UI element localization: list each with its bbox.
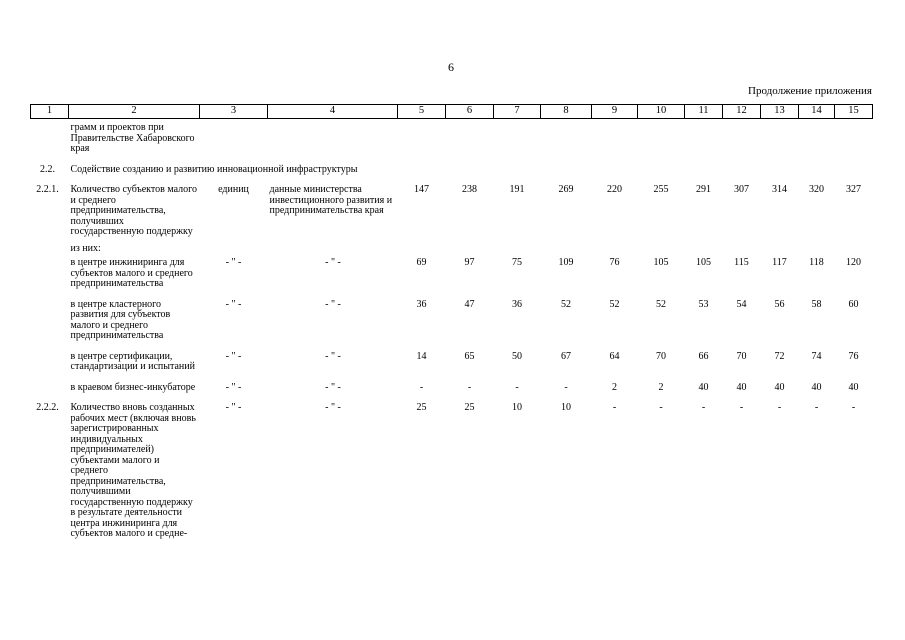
value-cell: 109	[558, 257, 574, 268]
value-cell: -	[701, 402, 706, 413]
column-header: 2	[69, 105, 200, 119]
value-cell: 120	[846, 257, 861, 268]
value-cell	[835, 119, 873, 161]
value-cell	[638, 119, 685, 161]
value-cell: 52	[561, 298, 571, 310]
value-cell: 67	[561, 350, 571, 362]
value-cell	[761, 119, 799, 161]
table-row	[31, 254, 873, 296]
value-cell: 269	[558, 184, 574, 195]
column-header: 5	[398, 105, 446, 119]
table-row	[31, 244, 873, 255]
value-cell	[398, 119, 446, 161]
row-code	[31, 119, 69, 161]
value-cell: 60	[848, 298, 859, 310]
continuation-label: Продолжение приложения	[748, 85, 872, 97]
column-header: 1	[31, 105, 69, 119]
value-cell: 291	[696, 184, 711, 195]
value-cell: 53	[698, 298, 709, 310]
unit-cell: - " -	[225, 381, 242, 393]
subheading: из них:	[70, 242, 101, 254]
column-header: 8	[541, 105, 592, 119]
value-cell: 320	[809, 184, 824, 195]
row-code: 2.2.1.	[36, 184, 59, 195]
value-cell: -	[814, 402, 819, 413]
value-cell	[685, 119, 723, 161]
row-code	[31, 348, 69, 379]
value-cell: 70	[656, 350, 666, 362]
row-code: 2.2.	[40, 163, 55, 175]
value-cell: -	[739, 402, 744, 413]
column-header: 7	[494, 105, 541, 119]
table-body	[31, 119, 873, 546]
value-cell: 220	[607, 184, 622, 195]
value-cell: 117	[772, 257, 787, 268]
column-header: 13	[761, 105, 799, 119]
indicator-table	[30, 104, 873, 546]
indicator-name: в краевом бизнес-инкубаторе	[70, 381, 196, 393]
value-cell	[723, 119, 761, 161]
column-header: 6	[446, 105, 494, 119]
value-cell: 314	[772, 184, 787, 195]
value-cell: 52	[609, 298, 620, 310]
unit-cell: - " -	[225, 298, 242, 310]
indicator-name: Количество субъектов малого и среднего предпринимательства, получивших государственную поддержку	[70, 184, 197, 237]
row-code	[31, 254, 69, 296]
value-cell: 69	[416, 257, 427, 268]
value-cell: -	[851, 402, 856, 413]
column-header: 11	[685, 105, 723, 119]
value-cell: 64	[609, 350, 620, 362]
indicator-name: в центре инжиниринга для субъектов малого и среднего предпринимательства	[70, 257, 193, 289]
value-cell: 66	[698, 350, 709, 362]
value-cell: 50	[512, 350, 522, 362]
unit-cell: - " -	[225, 402, 242, 413]
value-cell: -	[467, 381, 472, 393]
value-cell: 76	[609, 257, 620, 268]
value-cell: 105	[696, 257, 711, 268]
value-cell: 52	[656, 298, 666, 310]
value-cell: 40	[736, 381, 747, 393]
value-cell	[799, 119, 835, 161]
indicator-name: Количество вновь созданных рабочих мест (включая вновь зарегистрированных индивидуальных предпринимателей) субъектами малого и среднего предпринимательства, получившими государственную поддержку в результате деятельности центра инжиниринга для субъектов малого и средне-	[70, 402, 196, 539]
source-cell: - " -	[325, 298, 341, 310]
value-cell	[494, 119, 541, 161]
value-cell: -	[612, 402, 617, 413]
table-row	[31, 399, 873, 546]
source-cell	[268, 119, 398, 161]
unit-cell	[200, 119, 268, 161]
column-header: 9	[592, 105, 638, 119]
value-cell: 70	[736, 350, 747, 362]
row-code	[31, 296, 69, 348]
source-cell: - " -	[325, 402, 341, 413]
value-cell: -	[564, 381, 568, 393]
value-cell: -	[419, 381, 424, 393]
value-cell: 40	[811, 381, 822, 393]
value-cell: 25	[416, 402, 427, 413]
value-cell: 191	[509, 184, 525, 195]
value-cell: 76	[848, 350, 859, 362]
value-cell: 54	[736, 298, 747, 310]
value-cell: 47	[464, 298, 475, 310]
column-header: 14	[799, 105, 835, 119]
table-row	[31, 119, 873, 161]
value-cell: 72	[774, 350, 785, 362]
value-cell: 327	[846, 184, 861, 195]
value-cell: 25	[464, 402, 475, 413]
column-header: 3	[200, 105, 268, 119]
value-cell: 238	[462, 184, 477, 195]
column-header: 10	[638, 105, 685, 119]
table-row	[31, 161, 873, 182]
value-cell: 56	[774, 298, 785, 310]
value-cell: 40	[774, 381, 785, 393]
indicator-name: грамм и проектов при Правительстве Хабаровского края	[70, 122, 195, 154]
column-header: 12	[723, 105, 761, 119]
table-row	[31, 348, 873, 379]
value-cell: 10	[512, 402, 522, 413]
value-cell: -	[659, 402, 663, 413]
row-code	[31, 244, 69, 255]
indicator-name: в центре сертификации, стандартизации и испытаний	[70, 350, 195, 372]
value-cell: 65	[464, 350, 475, 362]
value-cell	[446, 119, 494, 161]
value-cell	[541, 119, 592, 161]
value-cell: 255	[653, 184, 669, 195]
value-cell: 36	[416, 298, 427, 310]
column-header: 15	[835, 105, 873, 119]
row-code	[31, 379, 69, 400]
unit-cell: единиц	[218, 184, 249, 195]
value-cell: 2	[612, 381, 617, 393]
value-cell: 115	[734, 257, 749, 268]
value-cell: 118	[809, 257, 824, 268]
section-title: Содействие созданию и развитию инновационной инфраструктуры	[70, 163, 358, 175]
value-cell: 75	[512, 257, 522, 268]
unit-cell: - " -	[225, 350, 242, 362]
value-cell: 40	[848, 381, 859, 393]
value-cell: 40	[698, 381, 709, 393]
value-cell: 14	[416, 350, 427, 362]
table-row	[31, 181, 873, 244]
indicator-name: в центре кластерного развития для субъектов малого и среднего предпринимательства	[70, 298, 171, 341]
row-code: 2.2.2.	[36, 402, 59, 413]
value-cell: 36	[512, 298, 522, 310]
value-cell: 2	[658, 381, 664, 393]
source-cell: - " -	[325, 350, 341, 362]
value-cell: 105	[653, 257, 669, 268]
value-cell: -	[515, 381, 519, 393]
value-cell: 147	[414, 184, 429, 195]
value-cell: 10	[561, 402, 571, 413]
table-row	[31, 379, 873, 400]
table-row	[31, 296, 873, 348]
header-row	[31, 105, 873, 119]
source-cell: данные министерства инвестиционного развития и предпринимательства края	[269, 184, 393, 216]
value-cell: 58	[811, 298, 822, 310]
unit-cell: - " -	[225, 257, 242, 268]
value-cell: 97	[464, 257, 475, 268]
page-number: 6	[448, 60, 454, 74]
value-cell: 74	[811, 350, 822, 362]
source-cell: - " -	[325, 381, 341, 393]
value-cell: -	[777, 402, 782, 413]
column-header: 4	[268, 105, 398, 119]
value-cell	[592, 119, 638, 161]
source-cell: - " -	[325, 257, 341, 268]
value-cell: 307	[734, 184, 749, 195]
